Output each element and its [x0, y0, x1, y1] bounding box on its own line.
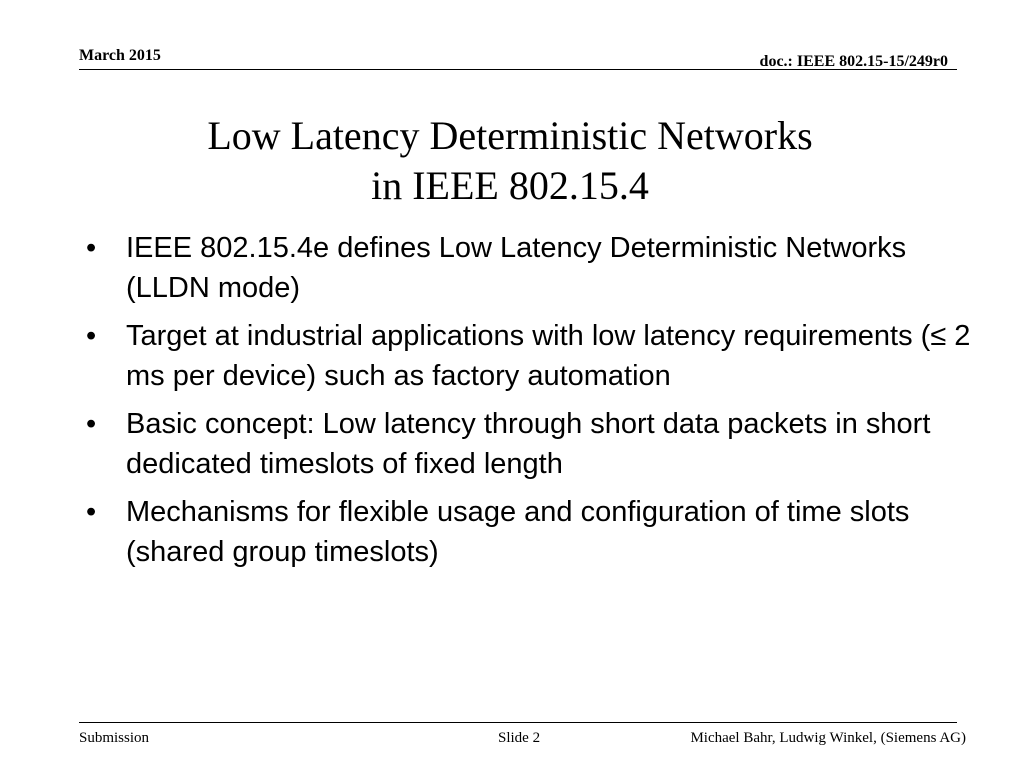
footer-submission: Submission [79, 730, 150, 746]
bullet-item [86, 404, 986, 484]
bullet-text: Mechanisms for flexible usage and configuration of time slots (shared group timeslots) [126, 496, 910, 568]
bullet-text: IEEE 802.15.4e defines Low Latency Deterministic Networks (LLDN mode) [126, 232, 907, 304]
footer-authors: Michael Bahr, Ludwig Winkel, (Siemens AG) [690, 730, 966, 746]
slide-title-line-1: Low Latency Deterministic Networks [207, 112, 813, 158]
bullet-text: Target at industrial applications with low latency requirements (≤ 2 ms per device) such as factory automation [126, 320, 971, 392]
footer-divider [79, 722, 957, 723]
bullet-dot-icon: • [86, 408, 97, 440]
slide-title-line-2: in IEEE 802.15.4 [371, 162, 649, 208]
header-doc-id: doc.: IEEE 802.15-15/249r0 [759, 53, 948, 70]
bullet-dot-icon: • [86, 496, 97, 528]
bullet-item [86, 492, 986, 572]
bullet-dot-icon: • [86, 320, 97, 352]
bullet-item [86, 228, 986, 308]
header-date: March 2015 [79, 47, 161, 64]
bullet-list [86, 228, 986, 580]
bullet-dot-icon: • [86, 232, 97, 264]
slide-title [60, 111, 960, 211]
footer-slide-number: Slide 2 [498, 730, 541, 746]
header-divider [79, 69, 957, 70]
bullet-item [86, 316, 986, 396]
bullet-text: Basic concept: Low latency through short data packets in short dedicated timeslots of fixed length [126, 408, 931, 480]
